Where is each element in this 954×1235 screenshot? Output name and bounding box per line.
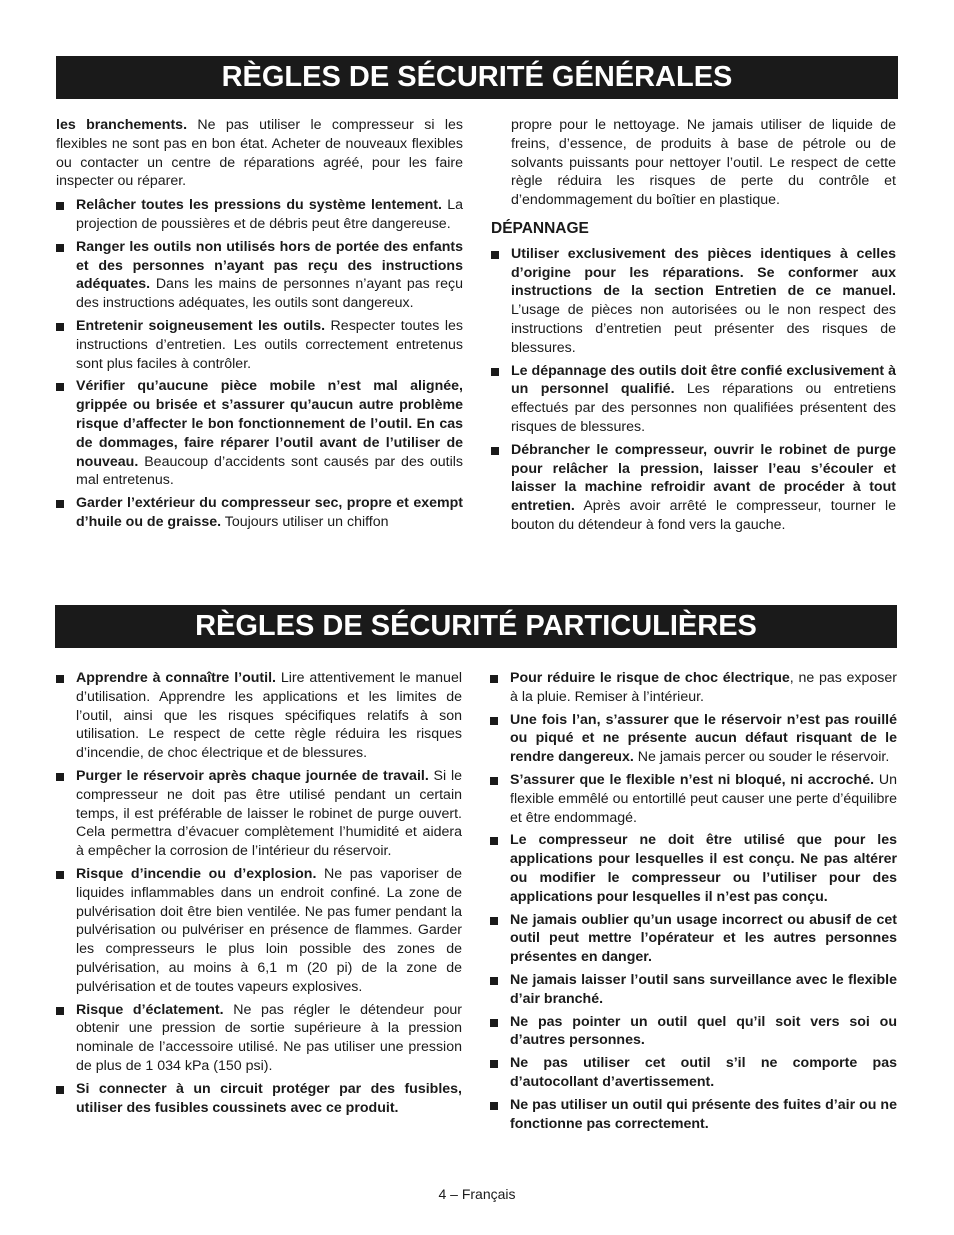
bullet-icon [490,917,498,925]
general-safety-title: RÈGLES DE SÉCURITÉ GÉNÉRALES [56,56,898,99]
list-item: Risque d’éclatement. Ne pas régler le détendeur pour obtenir une pression de sortie supérieure à la pression nominale de l’accessoire utilisé. Ne pas utiliser une pression de plus de 1 034 kPa (150 psi). [56,1001,462,1076]
bullet-icon [491,447,499,455]
list-item: Apprendre à connaître l’outil. Lire attentivement le manuel d’utilisation. Apprendre les applications et les limites de l’outil, ainsi que les risques spécifiques relatifs à son utilisation. Le respect de cette règle réduira les risques d’incendie, de choc électrique et de blessures. [56,669,462,763]
list-item: Ne pas utiliser cet outil s’il ne comporte pas d’autocollant d’avertissement. [490,1054,897,1092]
list-item: Ne jamais oublier qu’un usage incorrect ou abusif de cet outil peut mettre l’opérateur et les autres personnes présentes en danger. [490,911,897,967]
list-item: Une fois l’an, s’assurer que le réservoir n’est pas rouillé ou piqué et ne présente aucun défaut risquant de le rendre dangereux. Ne jamais percer ou souder le réservoir. [490,711,897,767]
list-item: Si connecter à un circuit protéger par des fusibles, utiliser des fusibles coussinets avec ce produit. [56,1080,462,1118]
bullet-icon [56,675,64,683]
continued-paragraph: propre pour le nettoyage. Ne jamais utiliser de liquide de freins, d’essence, de produits à base de pétrole ou de solvants puissants pour nettoyer l’outil. Le respect de cette règle réduira les risques de perte du contrôle et d’endommagement du boîtier en plastique. [511,117,896,209]
general-left-column [56,116,463,536]
bullet-icon [490,777,498,785]
bullet-icon [490,1102,498,1110]
list-item: Vérifier qu’aucune pièce mobile n’est mal alignée, grippée ou brisée et s’assurer qu’aucun autre problème risque d’affecter le bon fonctionnement de l’outil. En cas de dommages, faire réparer l’outil avant de l’utiliser de nouveau. Beaucoup d’accidents sont causés par des outils mal entretenus. [56,377,463,490]
bullet-icon [491,251,499,259]
bullet-icon [56,1086,64,1094]
particular-right-column [490,669,897,1137]
list-item: Ne jamais laisser l’outil sans surveillance avec le flexible d’air branché. [490,971,897,1009]
general-right-column [491,116,896,539]
bullet-icon [56,244,64,252]
bullet-icon [490,717,498,725]
bullet-icon [490,1019,498,1027]
bullet-icon [56,202,64,210]
list-item: Ranger les outils non utilisés hors de portée des enfants et des personnes n’ayant pas reçu des instructions adéquates. Dans les mains de personnes n’ayant pas reçu des instructions adéquates, les outils sont dangereux. [56,238,463,313]
list-item: Débrancher le compresseur, ouvrir le robinet de purge pour relâcher la pression, laisser l’eau s’écouler et laisser la machine refroidir avant de procéder à tout entretien. Après avoir arrêté le compresseur, tourner le bouton du détendeur à fond vers la gauche. [491,441,896,535]
list-item: Utiliser exclusivement des pièces identiques à celles d’origine pour les réparations. Se conformer aux instructions de la section Entretien de ce manuel. L’usage de pièces non autorisées ou le non respect des instructions d’entretien peut présenter des risques de blessures. [491,245,896,358]
troubleshooting-heading: DÉPANNAGE [491,219,589,237]
bullet-icon [56,500,64,508]
bullet-icon [490,675,498,683]
list-item: Le dépannage des outils doit être confié exclusivement à un personnel qualifié. Les réparations ou entretiens effectués par des personnes non qualifiées présentent des risques de blessures. [491,362,896,437]
bullet-icon [490,1060,498,1068]
particular-left-column [56,669,462,1121]
list-item: Purger le réservoir après chaque journée de travail. Si le compresseur ne doit pas être utilisé pendant un certain temps, il est préférable de laisser le robinet de purge ouvert. Cela permettra d’évacuer complètement l’humidité et aidera à empêcher la corrosion de l’intérieur du réservoir. [56,767,462,861]
continued-paragraph: les branchements. Ne pas utiliser le compresseur si les flexibles ne sont pas en bon état. Acheter de nouveaux flexibles ou contacter un centre de réparations agréé, pour les faire inspecter ou réparer. [56,117,463,190]
list-item: Pour réduire le risque de choc électrique, ne pas exposer à la pluie. Remiser à l’intérieur. [490,669,897,707]
bullet-icon [56,383,64,391]
list-item: S’assurer que le flexible n’est ni bloqué, ni accroché. Un flexible emmêlé ou entortillé peut causer une perte d’équilibre et être endommagé. [490,771,897,827]
particular-safety-title: RÈGLES DE SÉCURITÉ PARTICULIÈRES [55,605,897,648]
bullet-icon [56,773,64,781]
list-item: Garder l’extérieur du compresseur sec, propre et exempt d’huile ou de graisse. Toujours utiliser un chiffon [56,494,463,532]
list-item: Ne pas utiliser un outil qui présente des fuites d’air ou ne fonctionne pas correctement. [490,1096,897,1134]
bullet-icon [490,837,498,845]
bullet-icon [490,977,498,985]
bullet-icon [56,323,64,331]
bullet-icon [56,1007,64,1015]
page-footer: 4 – Français [438,1186,516,1202]
list-item: Entretenir soigneusement les outils. Respecter toutes les instructions d’entretien. Les outils correctement entretenus sont plus faciles à contrôler. [56,317,463,373]
list-item: Relâcher toutes les pressions du système lentement. La projection de poussières et de débris peut être dangereuse. [56,196,463,234]
bullet-icon [491,368,499,376]
list-item: Le compresseur ne doit être utilisé que pour les applications pour lesquelles il est conçu. Ne pas altérer ou modifier le compresseur ou l’utiliser pour des applications pour lesquelles il n’est pas conçu. [490,831,897,906]
list-item: Risque d’incendie ou d’explosion. Ne pas vaporiser de liquides inflammables dans un endroit confiné. La zone de pulvérisation doit être bien ventilée. Ne pas fumer pendant la pulvérisation ou pulvériser en présence de flammes. Garder les compresseurs le plus loin possible des zones de pulvérisation, au moins à 6,1 m (20 pi) de la zone de pulvérisation et de toutes vapeurs explosives. [56,865,462,997]
bullet-icon [56,871,64,879]
list-item: Ne pas pointer un outil quel qu’il soit vers soi ou d’autres personnes. [490,1013,897,1051]
